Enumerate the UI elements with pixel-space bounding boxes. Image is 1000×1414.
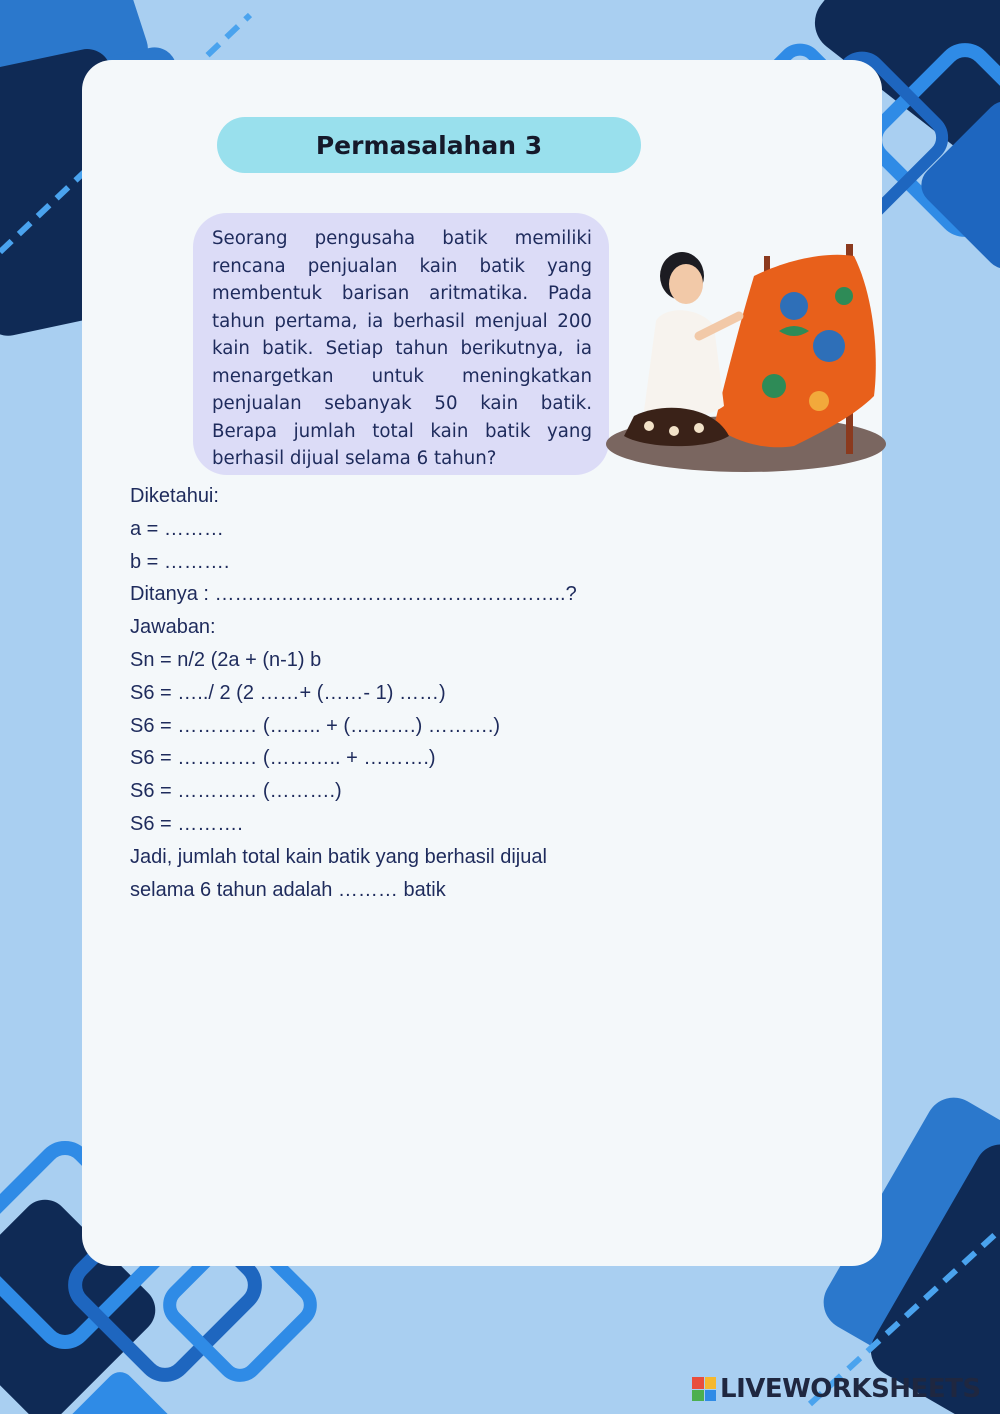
given-a-line: a = ……… xyxy=(130,517,224,540)
conclusion-line-2: selama 6 tahun adalah ……… batik xyxy=(130,878,446,901)
answer-label: Jawaban: xyxy=(130,616,216,639)
step-line-2: S6 = ………… (…….. + (……….) ……….) xyxy=(130,714,501,737)
batik-artisan-illustration xyxy=(604,236,886,478)
liveworksheets-logo-icon xyxy=(692,1377,716,1401)
problem-statement: Seorang pengusaha batik memiliki rencana penjualan kain batik yang membentuk barisan aritmatika. Pada tahun pertama, ia berhasil menjual 200 kain batik. Setiap tahun berikutnya, ia menargetkan untuk meningkatkan penjualan sebanyak 50 kain batik. Berapa jumlah total kain batik yang berhasil dijual selama 6 tahun? xyxy=(193,213,609,475)
worksheet-answer-area xyxy=(130,480,650,906)
asked-line: Ditanya : ……………………………………………..? xyxy=(130,583,577,606)
watermark-text: LIVEWORKSHEETS xyxy=(720,1374,981,1404)
step-line-4: S6 = ………… (……….) xyxy=(130,780,342,803)
given-label: Diketahui: xyxy=(130,485,219,507)
step-line-5: S6 = ………. xyxy=(130,812,243,835)
step-line-3: S6 = ………… (……….. + ……….) xyxy=(130,747,436,770)
step-line-1: S6 = …../ 2 (2 ……+ (……- 1) ……) xyxy=(130,681,446,704)
given-b-line: b = ………. xyxy=(130,550,230,573)
page-title: Permasalahan 3 xyxy=(217,117,641,173)
liveworksheets-watermark xyxy=(692,1374,981,1404)
formula-line: Sn = n/2 (2a + (n-1) b xyxy=(130,648,322,671)
conclusion-line-1: Jadi, jumlah total kain batik yang berhasil dijual xyxy=(130,845,547,868)
